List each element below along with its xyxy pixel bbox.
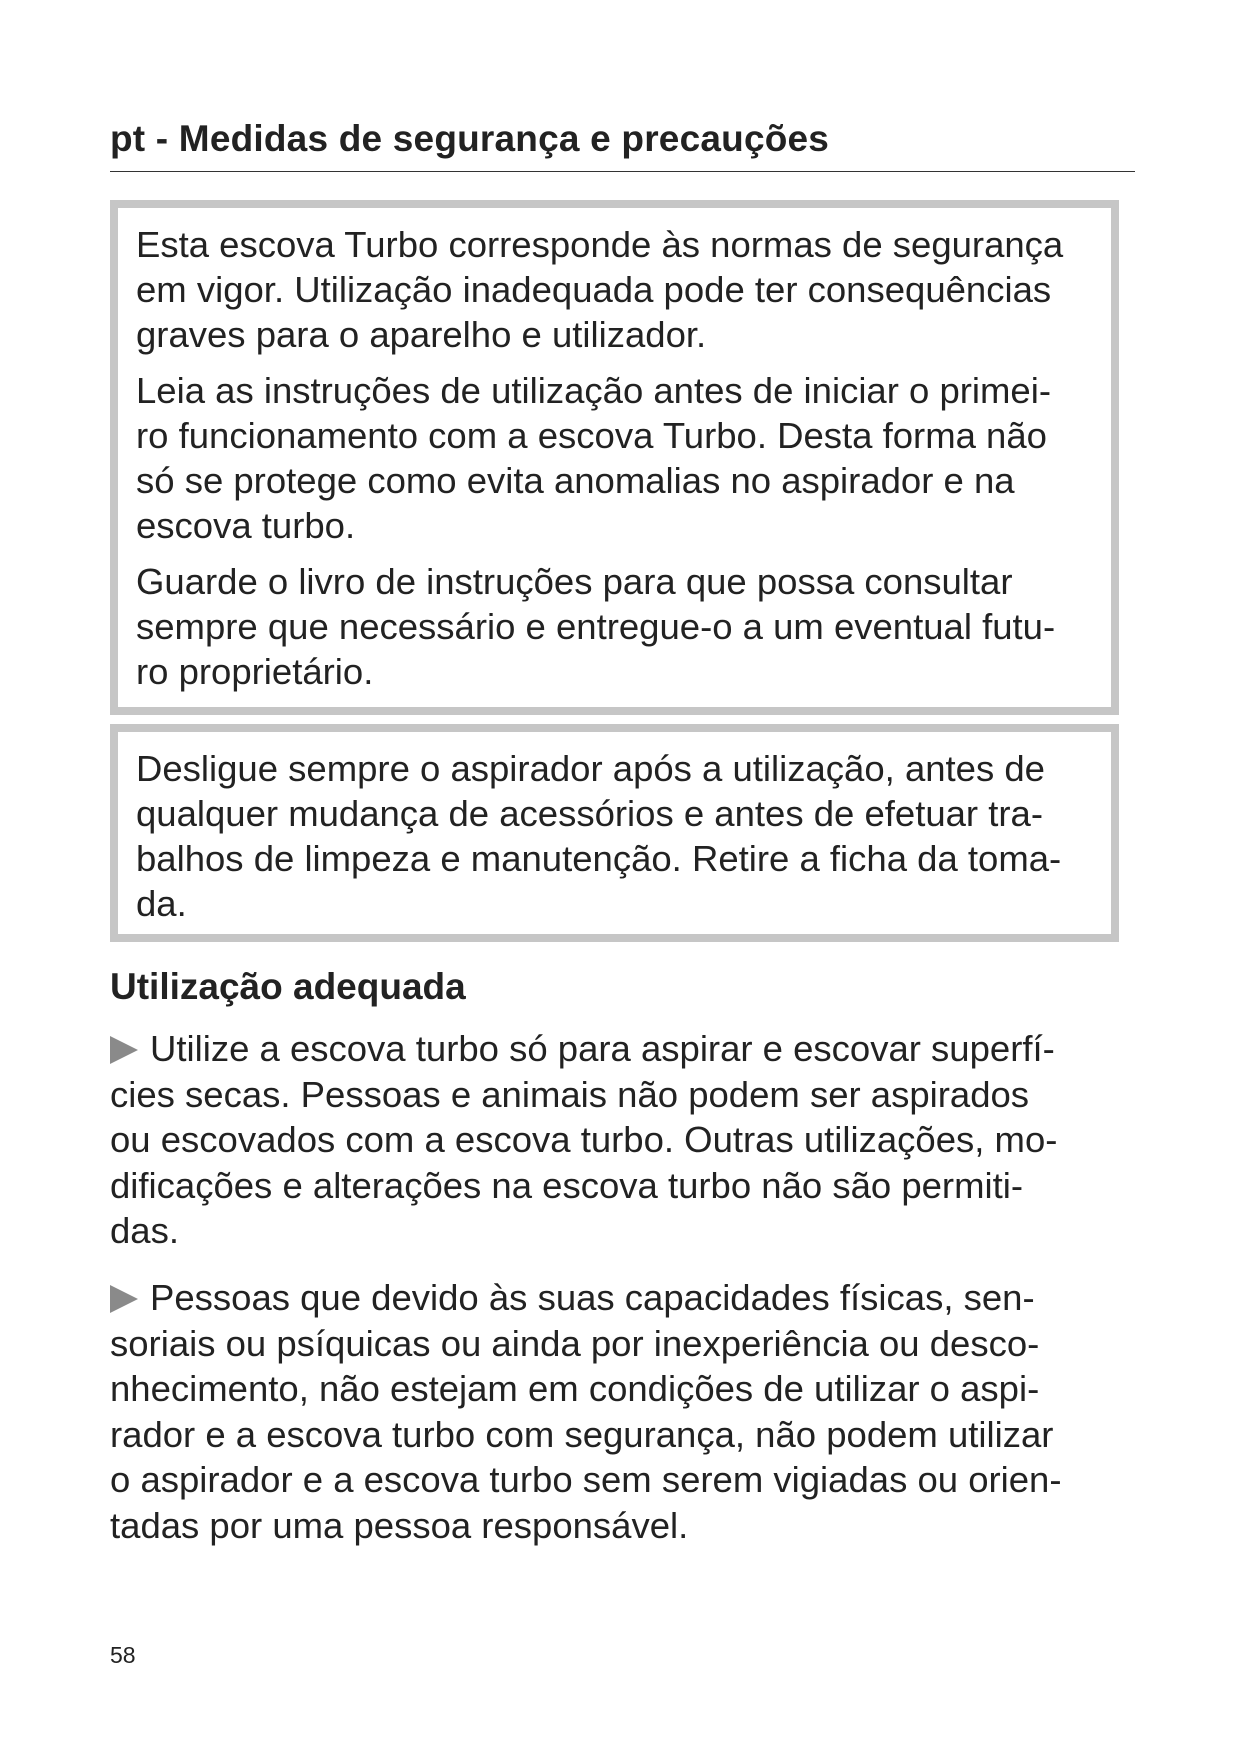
triangle-right-icon	[110, 1036, 138, 1064]
disconnect-warning-box	[110, 724, 1119, 942]
bullet-line: cies secas. Pessoas e animais não podem ser aspirados	[110, 1073, 1030, 1115]
bullet-line: nhecimento, não estejam em condições de utilizar o aspi-	[110, 1368, 1040, 1409]
bullet-line: tadas por uma pessoa responsável.	[110, 1504, 689, 1546]
bullet-line: das.	[110, 1210, 179, 1251]
safety-warning-box	[110, 200, 1119, 715]
bullet-line: soriais ou psíquicas ou ainda por inexperiência ou desco-	[110, 1322, 1040, 1364]
warning-paragraph: Desligue sempre o aspirador após a utilização, antes de qualquer mudança de acessórios e antes de efetuar tra- balhos de limpeza e manutenção. Retire a ficha da toma- da.	[136, 748, 1062, 924]
page-title: pt - Medidas de segurança e precauções	[110, 118, 830, 159]
page-number: 58	[110, 1642, 136, 1668]
triangle-right-icon	[110, 1285, 138, 1313]
bullet-line: Pessoas que devido às suas capacidades físicas, sen-	[110, 1275, 1135, 1321]
warning-paragraph: Guarde o livro de instruções para que possa consultar sempre que necessário e entregue-o a um eventual futu- ro proprietário.	[136, 561, 1056, 692]
bullet-line: o aspirador e a escova turbo sem serem vigiadas ou orien-	[110, 1459, 1062, 1500]
section-heading: Utilização adequada	[110, 966, 466, 1007]
warning-paragraph: Leia as instruções de utilização antes de iniciar o primei- ro funcionamento com a escova Turbo. Desta forma não só se protege como evita anomalias no aspirador e na escova turbo.	[136, 370, 1051, 546]
bullet-line: dificações e alterações na escova turbo não são permiti-	[110, 1164, 1023, 1206]
bullet-line: Utilize a escova turbo só para aspirar e escovar superfí-	[110, 1026, 1135, 1072]
bullet-line: rador e a escova turbo com segurança, não podem utilizar	[110, 1413, 1054, 1455]
page-header	[110, 118, 1135, 172]
bullet-item	[110, 1026, 1135, 1254]
bullet-item	[110, 1275, 1135, 1548]
warning-paragraph: Esta escova Turbo corresponde às normas de segurança em vigor. Utilização inadequada pode ter consequências graves para o aparelho e utilizador.	[136, 224, 1064, 355]
bullet-line: ou escovados com a escova turbo. Outras utilizações, mo-	[110, 1119, 1058, 1160]
